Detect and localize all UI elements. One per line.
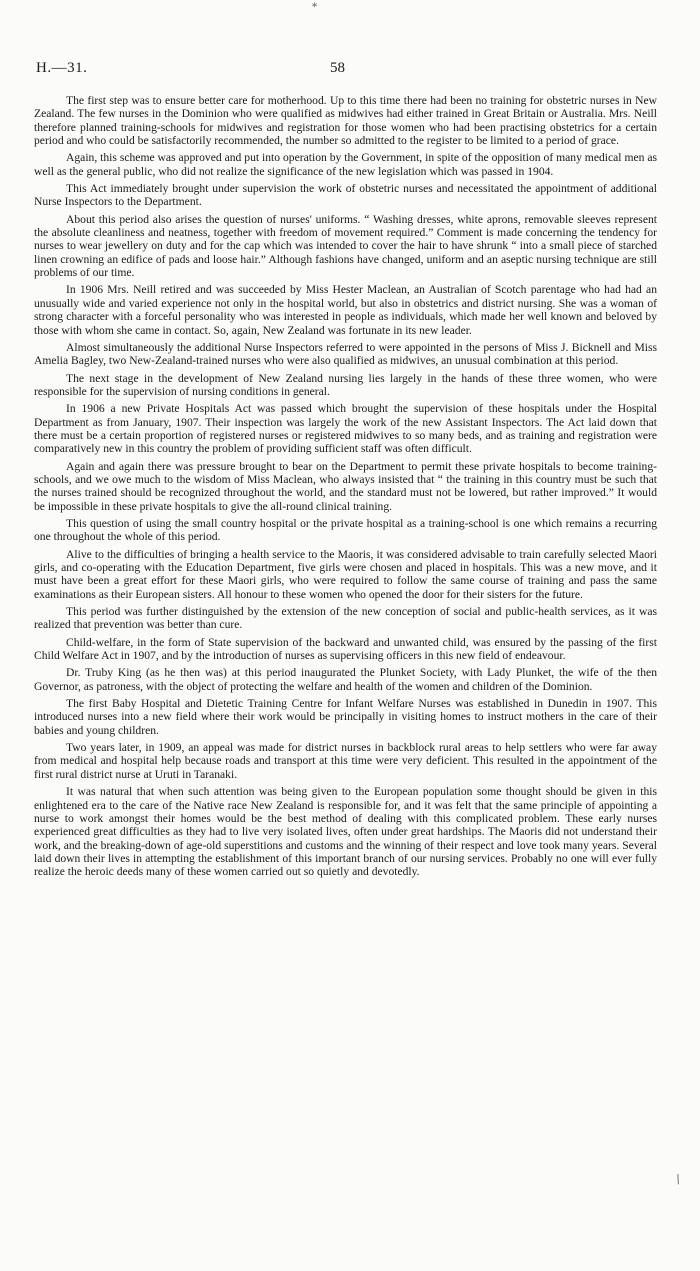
- paragraph: Dr. Truby King (as he then was) at this period inaugurated the Plunket Society, with Lady Plunket, the wife of the then Governor, as patroness, with the object of protecting the welfare and health of the women and children of the Dominion.: [34, 666, 657, 693]
- paragraph: The first step was to ensure better care for motherhood. Up to this time there had been no training for obstetric nurses in New Zealand. The few nurses in the Dominion who were qualified as midwives had either trained in Great Britain or Australia. Mrs. Neill therefore planned training-schools for midwives and registration for those women who had been practising obstetrics for a certain period and who could be satisfactorily recommended, the number so admitted to the register to be limited to a period of grace.: [34, 94, 657, 148]
- paragraph: This period was further distinguished by the extension of the new conception of social and public-health services, as it was realized that prevention was better than cure.: [34, 605, 657, 632]
- document-reference: H.—31.: [36, 60, 88, 76]
- page-number: 58: [330, 60, 345, 76]
- page-header: [36, 60, 660, 80]
- paragraph: In 1906 Mrs. Neill retired and was succeeded by Miss Hester Maclean, an Australian of Scotch parentage who had had an unusually wide and varied experience not only in the hospital world, but also in obstetrics and district nursing. She was a woman of strong character with a forceful personality who was interested in people as individuals, which made her well known and beloved by those with whom she came in contact. So, again, New Zealand was fortunate in its new leader.: [34, 283, 657, 337]
- paragraph: Two years later, in 1909, an appeal was made for district nurses in backblock rural areas to help settlers who were far away from medical and hospital help because roads and transport at this time were very deficient. This resulted in the appointment of the first rural district nurse at Uruti in Taranaki.: [34, 741, 657, 781]
- paragraph: In 1906 a new Private Hospitals Act was passed which brought the supervision of these hospitals under the Hospital Department as from January, 1907. Their inspection was largely the work of the new Assistant Inspectors. The Act laid down that there must be a certain proportion of registered nurses or registered midwives to so many beds, and as training and registration were comparatively new in this country the problem of providing sufficient staff was often difficult.: [34, 402, 657, 456]
- top-mark: *: [312, 2, 317, 13]
- paragraph: It was natural that when such attention was being given to the European population some thought should be given in this enlightened era to the care of the Native race New Zealand is responsible for, and it was felt that the same principle of appointing a nurse to work amongst their homes would be the best method of dealing with this complicated problem. These early nurses experienced great difficulties as they had to live very isolated lives, often under great hardships. The Maoris did not understand their work, and the breaking-down of age-old superstitions and customs and the winning of their respect and love took many years. Several laid down their lives in attempting the establishment of this important branch of our nursing services. Probably no one will ever fully realize the heroic deeds many of these women carried out so quietly and devotedly.: [34, 785, 657, 879]
- stray-mark: /: [673, 1171, 683, 1187]
- paragraph: Alive to the difficulties of bringing a health service to the Maoris, it was considered advisable to train carefully selected Maori girls, and co-operating with the Education Department, five girls were chosen and placed in hospitals. This was a new move, and it must have been a great effort for these Maori girls, who were required to follow the same course of training and pass the same examinations as their European sisters. All honour to these women who opened the door for their sisters for the future.: [34, 547, 657, 601]
- paragraph: The next stage in the development of New Zealand nursing lies largely in the hands of these three women, who were responsible for the supervision of nursing conditions in general.: [34, 371, 657, 398]
- paragraph: Almost simultaneously the additional Nurse Inspectors referred to were appointed in the persons of Miss J. Bicknell and Miss Amelia Bagley, two New-Zealand-trained nurses who were also qualified as midwives, an unusual combination at this period.: [34, 340, 657, 368]
- paragraph: The first Baby Hospital and Dietetic Training Centre for Infant Welfare Nurses was established in Dunedin in 1907. This introduced nurses into a new field where their work would be principally in visiting homes to instruct mothers in the care of their babies and young children.: [34, 697, 657, 737]
- paragraph: Again and again there was pressure brought to bear on the Department to permit these private hospitals to become training-schools, and we owe much to the wisdom of Miss Maclean, who always insisted that “ the training in this country must be such that the nurses trained should be recognized throughout the world, and the standard must not be lowered, but rather improved.” It would be impossible in these private hospitals to give the all-round clinical training.: [34, 459, 657, 513]
- paragraph: This Act immediately brought under supervision the work of obstetric nurses and necessitated the appointment of additional Nurse Inspectors to the Department.: [34, 182, 657, 209]
- paragraph: Again, this scheme was approved and put into operation by the Government, in spite of the opposition of many medical men as well as the general public, who did not realize the significance of the new legislation which was passed in 1904.: [34, 151, 657, 178]
- paragraph: About this period also arises the question of nurses' uniforms. “ Washing dresses, white aprons, removable sleeves represent the absolute cleanliness and neatness, together with freedom of movement required.” Comment is made concerning the tendency for nurses to wear jewellery on duty and for the cap which was intended to cover the hair to have shrunk “ into a small piece of starched linen crowning an edifice of pads and loose hair.” Although fashions have changed, uniform and an aseptic nursing technique are still problems of our time.: [34, 212, 657, 280]
- paragraph: This question of using the small country hospital or the private hospital as a training-school is one which remains a recurring one throughout the whole of this period.: [34, 516, 657, 544]
- paragraph: Child-welfare, in the form of State supervision of the backward and unwanted child, was ensured by the passing of the first Child Welfare Act in 1907, and by the introduction of nurses as supervising officers in this new field of endeavour.: [34, 635, 657, 663]
- body-text: [34, 94, 657, 883]
